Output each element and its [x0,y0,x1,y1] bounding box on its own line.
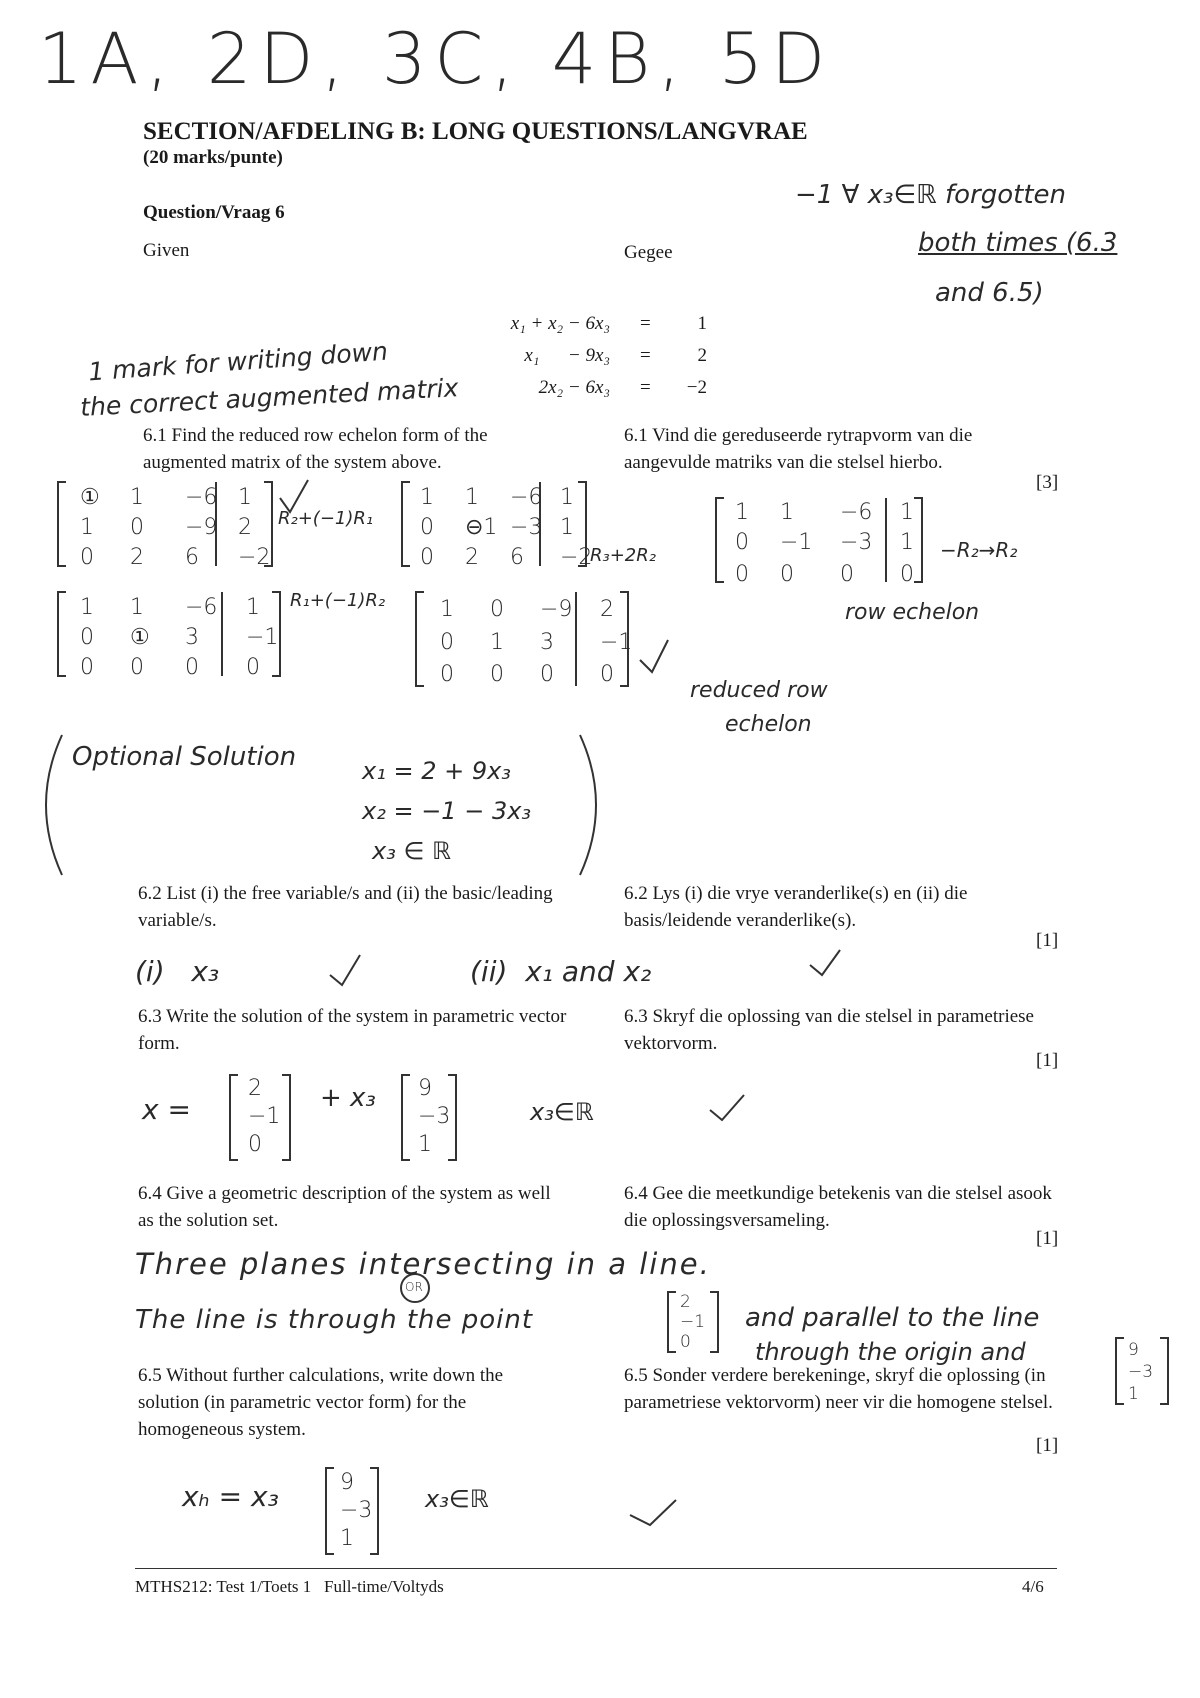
matrix-entry: 0 [80,625,94,650]
note-matrix-1: 1 mark for writing down [87,336,389,387]
matrix-entry: 0 [735,530,749,555]
vector-bracket [402,1075,410,1160]
paren-left [46,735,62,875]
vector-entry: 0 [680,1332,691,1352]
answer-65-domain: x₃∈ℝ [425,1485,489,1513]
matrix-entry: 3 [540,630,554,655]
answer-63-domain: x₃∈ℝ [530,1098,594,1126]
matrix-entry: 1 [735,500,749,525]
row-echelon-note: row echelon [845,600,980,625]
check-mark [330,955,360,985]
matrix-entry: 1 [560,485,574,510]
matrix-entry: 0 [420,545,434,570]
matrix-entry: 1 [246,595,260,620]
vector-bracket [668,1292,676,1352]
matrix-entry: 2 [130,545,144,570]
answer-63-plus: + x₃ [320,1083,376,1113]
check-mark [710,1095,744,1120]
part-63-en: 6.3 Write the solution of the system in parametric vector form. [138,1006,567,1054]
matrix-entry: 1 [420,485,434,510]
reduced-note-1: reduced row [690,678,828,703]
row-op-3: R₁+(−1)R₂ [290,590,386,611]
matrix-entry: −6 [185,595,218,620]
note-forgotten-3: and 6.5) [935,278,1044,308]
matrix-bracket [914,498,922,582]
matrix-entry: ① [130,625,150,650]
answer-62-ii: (ii) x₁ and x₂ [470,955,652,988]
note-matrix-2: the correct augmented matrix [79,373,460,422]
row-op-4: −R₂→R₂ [940,538,1018,562]
vector-entry: 9 [418,1076,432,1101]
matrix-entry: 6 [185,545,199,570]
matrix-entry: 0 [490,597,504,622]
matrix-entry: −1 [780,530,813,555]
matrix-entry: 0 [130,515,144,540]
matrix-entry: 1 [130,595,144,620]
matrix-bracket [716,498,724,582]
matrix-entry: 0 [185,655,199,680]
matrix-entry: 1 [780,500,794,525]
answer-62-i: (i) x₃ [135,955,220,988]
part-61-en: 6.1 Find the reduced row echelon form of the augmented matrix of the system above. [143,425,488,473]
answer-65-x: xₕ = x₃ [182,1480,279,1513]
matrix-entry: −6 [840,500,873,525]
matrix-bracket [58,482,66,566]
vector-entry: 0 [248,1132,262,1157]
answer-64-or: OR [405,1280,423,1294]
matrix-entry: 0 [440,662,454,687]
check-mark [810,950,840,975]
part-65-af: 6.5 Sonder verdere berekeninge, skryf die oplossing (in parametriese vektorvorm) neer vir die homogene stelsel. [624,1365,1053,1413]
matrix-entry: −1 [246,625,279,650]
matrix-entry: 1 [80,595,94,620]
matrix-entry: −9 [185,515,218,540]
answer-64-line3: through the origin and [755,1338,1026,1366]
vector-entry: −1 [680,1312,706,1332]
system-eq: = [640,313,651,334]
vector-entry: 9 [1128,1340,1139,1360]
part-64-marks: [1] [1036,1228,1059,1249]
matrix-entry: −2 [238,545,271,570]
matrix-entry: 0 [420,515,434,540]
given-en: Given [143,240,190,261]
matrix-entry: 0 [490,662,504,687]
given-af: Gegee [624,242,673,263]
handwritten-answers: 1A, 2D, 3C, 4B, 5D [38,18,834,100]
system-lhs: 2x₂ − 6x₃ [538,377,610,398]
matrix-entry: 2 [465,545,479,570]
footer-left: MTHS212: Test 1/Toets 1 Full-time/Voltyds [135,1577,444,1596]
matrix-entry: −6 [185,485,218,510]
matrix-entry: 0 [440,630,454,655]
matrix-entry: 2 [238,515,252,540]
vector-bracket [1116,1338,1124,1404]
part-62-marks: [1] [1036,930,1059,951]
matrix-bracket [402,482,410,566]
matrix-entry: 1 [465,485,479,510]
vector-entry: −3 [1128,1362,1154,1382]
section-marks: (20 marks/punte) [143,147,283,168]
answer-64-line1: Three planes intersecting in a line. [135,1247,711,1281]
matrix-entry: 0 [780,562,794,587]
part-65-en: 6.5 Without further calculations, write down the solution (in parametric vector form) for the homogeneous system. [138,1365,504,1440]
section-title: SECTION/AFDELING B: LONG QUESTIONS/LANGVRAE [143,118,808,145]
system-eq: = [640,345,651,366]
vector-bracket [326,1468,334,1554]
system-rhs: 2 [697,345,707,366]
optional-solution-label: Optional Solution [72,742,297,772]
system-rhs: 1 [697,313,707,334]
row-op-1: R₂+(−1)R₁ [278,508,374,529]
matrix-entry: 0 [540,662,554,687]
note-forgotten-2: both times (6.3 [918,228,1118,258]
part-64-af: 6.4 Gee die meetkundige betekenis van die stelsel asook die oplossingsversameling. [624,1183,1052,1231]
matrix-bracket [416,592,424,686]
check-mark [640,640,668,672]
vector-entry: 1 [1128,1384,1139,1404]
optional-x3: x₃ ∈ ℝ [372,837,451,865]
matrix-entry: −9 [540,597,573,622]
vector-bracket [282,1075,290,1160]
matrix-entry: 0 [80,655,94,680]
matrix-entry: −6 [510,485,543,510]
matrix-entry: 1 [440,597,454,622]
matrix-entry: 2 [600,597,614,622]
optional-x1: x₁ = 2 + 9x₃ [362,757,511,785]
answer-64-line2a: The line is through the point [135,1305,534,1335]
matrix-entry: 0 [900,562,914,587]
matrix-entry: −3 [840,530,873,555]
matrix-entry: 1 [900,500,914,525]
matrix-entry: 3 [185,625,199,650]
vector-entry: 2 [248,1076,262,1101]
matrix-entry: 0 [246,655,260,680]
answer-63-x: x = [142,1093,191,1126]
matrix-entry: ① [80,485,100,510]
footer-rule [135,1568,1057,1569]
matrix-entry: 6 [510,545,524,570]
vector-entry: −1 [248,1104,281,1129]
matrix-entry: 1 [560,515,574,540]
part-65-marks: [1] [1036,1435,1059,1456]
matrix-entry: 0 [130,655,144,680]
system-lhs: x₁ + x₂ − 6x₃ [510,313,610,334]
part-63-af: 6.3 Skryf die oplossing van die stelsel in parametriese vektorvorm. [624,1006,1034,1054]
matrix-entry: 0 [80,545,94,570]
optional-x2: x₂ = −1 − 3x₃ [362,797,532,825]
part-61-marks: [3] [1036,472,1059,493]
matrix-entry: −2 [560,545,593,570]
part-62-af: 6.2 Lys (i) die vrye veranderlike(s) en (ii) die basis/leidende veranderlike(s). [624,883,968,931]
vector-entry: 1 [418,1132,432,1157]
part-61-af: 6.1 Vind die gereduseerde rytrapvorm van die aangevulde matriks van die stelsel hierbo. [624,425,973,473]
system-lhs: x₁ − 9x₃ [524,345,610,366]
matrix-entry: 0 [840,562,854,587]
matrix-entry: −1 [600,630,633,655]
vector-bracket [1160,1338,1168,1404]
vector-entry: 2 [680,1292,691,1312]
answer-64-line2b: and parallel to the line [745,1303,1040,1333]
question-heading: Question/Vraag 6 [143,202,285,223]
vector-entry: −3 [340,1498,373,1523]
matrix-entry: ⊖1 [465,515,498,540]
part-64-en: 6.4 Give a geometric description of the system as well as the solution set. [138,1183,551,1231]
vector-entry: 9 [340,1470,354,1495]
vector-bracket [230,1075,238,1160]
matrix-entry: 0 [600,662,614,687]
matrix-bracket [58,592,66,676]
matrix-entry: 1 [900,530,914,555]
vector-entry: 1 [340,1526,354,1551]
matrix-entry: 1 [238,485,252,510]
matrix-entry: 1 [80,515,94,540]
matrix-entry: −3 [510,515,543,540]
matrix-entry: 0 [735,562,749,587]
footer-right: 4/6 [1022,1577,1044,1596]
row-op-2: R₃+2R₂ [590,545,656,566]
note-forgotten-1: −1 ∀ x₃∈ℝ forgotten [795,180,1066,210]
system-rhs: −2 [686,377,707,398]
paren-right [580,735,596,875]
part-63-marks: [1] [1036,1050,1059,1071]
part-62-en: 6.2 List (i) the free variable/s and (ii) the basic/leading variable/s. [138,883,553,931]
reduced-note-2: echelon [725,712,812,737]
matrix-entry: 1 [490,630,504,655]
vector-entry: −3 [418,1104,451,1129]
vector-bracket [710,1292,718,1352]
check-mark [630,1500,676,1525]
matrix-entry: 1 [130,485,144,510]
system-eq: = [640,377,651,398]
